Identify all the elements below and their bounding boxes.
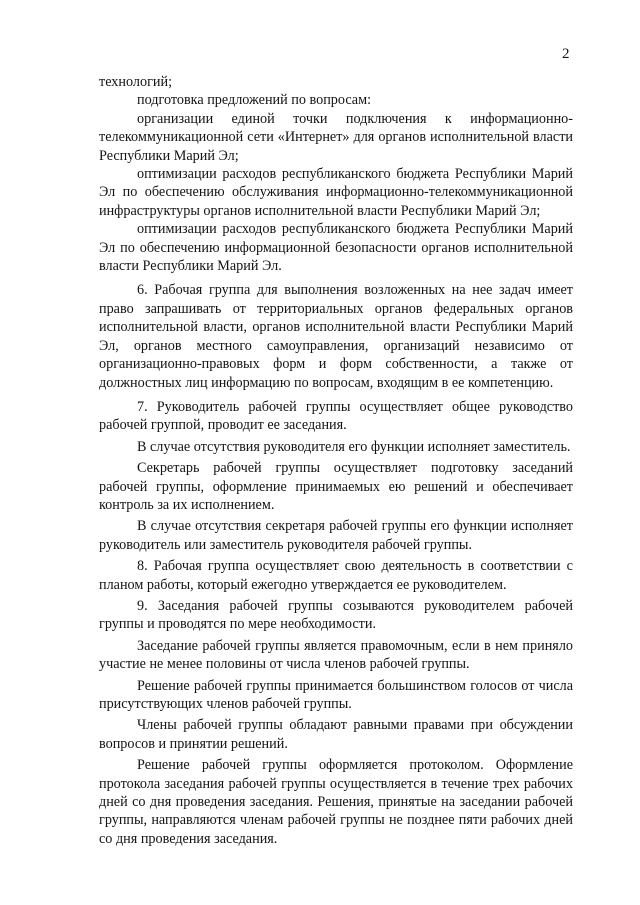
document-body: [99, 73, 573, 851]
paragraph-internet-access: организации единой точки подключения к информационно-телекоммуникационной сети «Интернет» для органов исполнительной власти Республики Марий Эл;: [99, 110, 573, 164]
paragraph-proposals-intro: подготовка предложений по вопросам:: [137, 92, 372, 109]
paragraph-secretary: Секретарь рабочей группы осуществляет подготовку заседаний рабочей группы, оформление принимаемых ею решений и обеспечивает контроль за их исполнением.: [99, 460, 573, 513]
page-number: 2: [562, 46, 570, 62]
paragraph-quorum: Заседание рабочей группы является правомочным, если в нем приняло участие не менее половины от числа членов рабочей группы.: [99, 637, 573, 673]
paragraph-equal-rights: Члены рабочей группы обладают равными правами при обсуждении вопросов и принятии решений.: [99, 717, 573, 752]
paragraph-item-6: 6. Рабочая группа для выполнения возложенных на нее задач имеет право запрашивать от территориальных органов федеральных органов исполнительной власти, органов исполнительной власти Республики Марий Эл, органов местного самоуправления, организаций независимо от организационно-правовых форм и форм собственности, а также от должностных лиц информацию по вопросам, входящим в ее компетенцию.: [99, 282, 573, 391]
paragraph-continuation: технологий;: [99, 74, 173, 90]
paragraph-item-8: 8. Рабочая группа осуществляет свою деятельность в соответствии с планом работы, который ежегодно утверждается ее руководителем.: [99, 558, 573, 593]
paragraph-majority: Решение рабочей группы принимается большинством голосов от числа присутствующих членов рабочей группы.: [99, 677, 573, 712]
paragraph-item-9: 9. Заседания рабочей группы созываются руководителем рабочей группы и проводятся по мере необходимости.: [99, 597, 573, 633]
paragraph-secretary-absence: В случае отсутствия секретаря рабочей группы его функции исполняет руководитель или заместитель руководителя рабочей группы.: [99, 518, 573, 553]
paragraph-deputy: В случае отсутствия руководителя его функции исполняет заместитель.: [137, 438, 571, 455]
paragraph-infrastructure-costs: оптимизации расходов республиканского бюджета Республики Марий Эл по обеспечению обслуживания информационно-телекоммуникационной инфраструктуры органов исполнительной власти Республики Марий Эл;: [99, 166, 573, 219]
paragraph-protocol: Решение рабочей группы оформляется протоколом. Оформление протокола заседания рабочей группы осуществляется в течение трех рабочих дней со дня проведения заседания. Решения, принятые на заседании рабочей группы, направляются членам рабочей группы не позднее пяти рабочих дней со дня проведения заседания.: [99, 757, 573, 847]
paragraph-security-costs: оптимизации расходов республиканского бюджета Республики Марий Эл по обеспечению информационной безопасности органов исполнительной власти Республики Марий Эл.: [99, 221, 573, 275]
paragraph-item-7: 7. Руководитель рабочей группы осуществляет общее руководство рабочей группой, проводит ее заседания.: [99, 398, 573, 434]
